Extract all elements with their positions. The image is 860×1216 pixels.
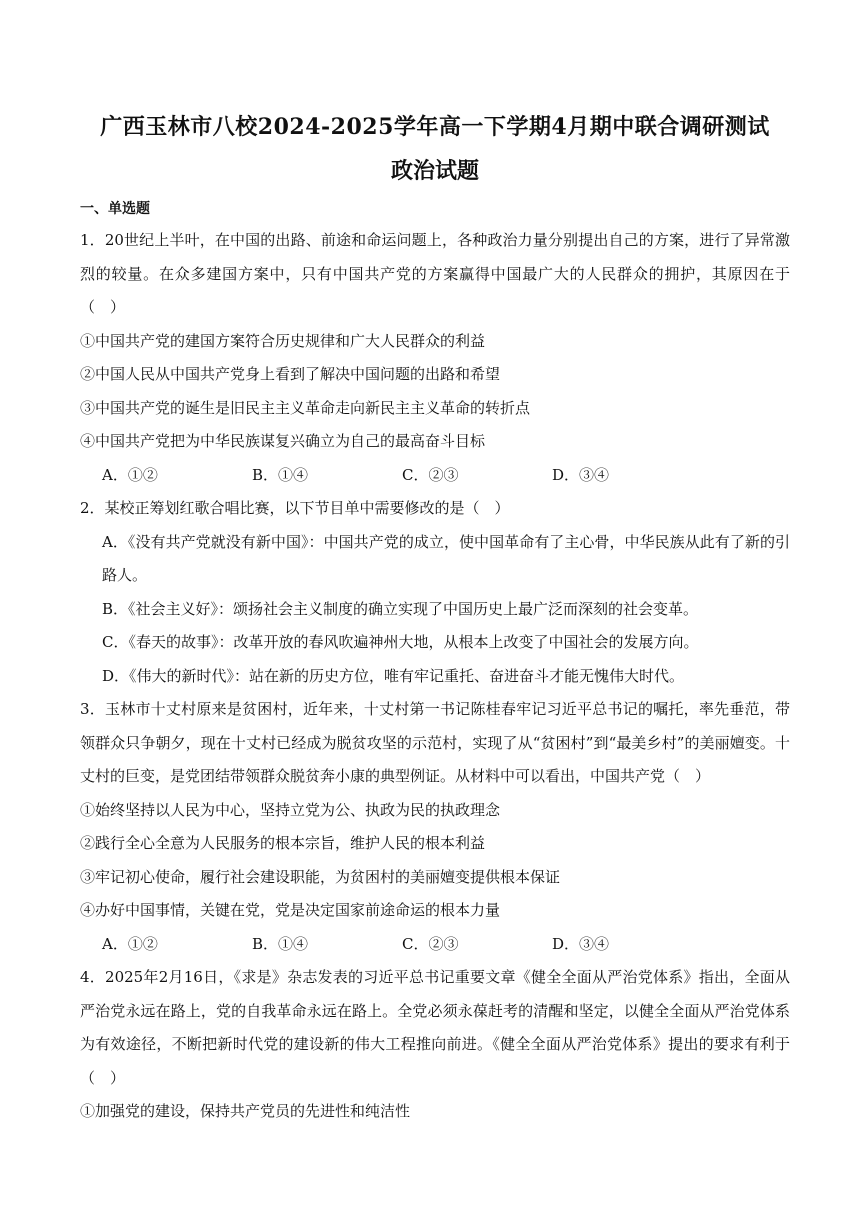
question-stem: 1．20世纪上半叶，在中国的出路、前途和命运问题上，各种政治力量分别提出自己的方案，进行了异常激烈的较量。在众多建国方案中，只有中国共产党的方案赢得中国最广大的人民群众的拥护，其原因在于（ ） bbox=[80, 231, 790, 316]
question-stem: 2．某校正筹划红歌合唱比赛，以下节目单中需要修改的是（ ） bbox=[80, 499, 510, 517]
option-a: A．①② bbox=[102, 934, 158, 953]
option-c: C．②③ bbox=[402, 934, 459, 953]
statement-3: ③牢记初心使命，履行社会建设职能，为贫困村的美丽嬗变提供根本保证 bbox=[80, 867, 561, 886]
option-d: D．③④ bbox=[552, 934, 610, 953]
page-title: 广西玉林市八校2024-2025学年高一下学期4月期中联合调研测试 bbox=[100, 114, 770, 140]
option-a: A．《没有共产党就没有新中国》：中国共产党的成立，使中国革命有了主心骨，中华民族从此有了新的引路人。 bbox=[102, 532, 790, 584]
option-b: B．①④ bbox=[252, 934, 309, 953]
statement-1: ①加强党的建设，保持共产党员的先进性和纯洁性 bbox=[80, 1102, 411, 1120]
question-stem: 3．玉林市十丈村原来是贫困村，近年来，十丈村第一书记陈桂春牢记习近平总书记的嘱托，率先垂范，带领群众只争朝夕，现在十丈村已经成为脱贫攻坚的示范村，实现了从“贫困村”到“最美乡村”的美丽嬗变。十丈村的巨变，是党团结带领群众脱贫奔小康的典型例证。从材料中可以看出，中国共产党（ ） bbox=[80, 700, 790, 785]
question-stem: 4．2025年2月16日，《求是》杂志发表的习近平总书记重要文章《健全全面从严治党体系》指出，全面从严治党永远在路上，党的自我革命永远在路上。全党必须永葆赶考的清醒和坚定，以健全全面从严治党体系为有效途径，不断把新时代党的建设新的伟大工程推向前进。《健全全面从严治党体系》提出的要求有利于（ ） bbox=[80, 968, 790, 1087]
statement-4: ④中国共产党把为中华民族谋复兴确立为自己的最高奋斗目标 bbox=[80, 432, 486, 450]
statement-2: ②中国人民从中国共产党身上看到了解决中国问题的出路和希望 bbox=[80, 365, 501, 383]
section-heading: 一、单选题 bbox=[80, 201, 150, 217]
option-d: D．《伟大的新时代》：站在新的历史方位，唯有牢记重托、奋进奋斗才能无愧伟大时代。 bbox=[102, 666, 685, 685]
option-c: C．②③ bbox=[402, 465, 459, 484]
question-2 bbox=[80, 492, 790, 693]
option-d: D．③④ bbox=[552, 465, 610, 484]
statement-3: ③中国共产党的诞生是旧民主主义革命走向新民主主义革命的转折点 bbox=[80, 398, 531, 417]
page-subtitle: 政治试题 bbox=[390, 158, 479, 184]
question-3 bbox=[80, 693, 790, 961]
option-b: B．《社会主义好》：颂扬社会主义制度的确立实现了中国历史上最广泛而深刻的社会变革。 bbox=[102, 599, 699, 618]
statement-1: ①始终坚持以人民为中心，坚持立党为公、执政为民的执政理念 bbox=[80, 800, 501, 819]
question-4 bbox=[80, 961, 790, 1129]
question-1 bbox=[80, 224, 790, 492]
option-b: B．①④ bbox=[252, 465, 309, 484]
option-a: A．①② bbox=[102, 465, 158, 484]
answer-options bbox=[80, 459, 790, 493]
statement-4: ④办好中国事情，关键在党，党是决定国家前途命运的根本力量 bbox=[80, 901, 501, 919]
option-c: C．《春天的故事》：改革开放的春风吹遍神州大地，从根本上改变了中国社会的发展方向。 bbox=[102, 633, 699, 651]
answer-options bbox=[80, 928, 790, 962]
statement-1: ①中国共产党的建国方案符合历史规律和广大人民群众的利益 bbox=[80, 331, 486, 350]
statement-2: ②践行全心全意为人民服务的根本宗旨，维护人民的根本利益 bbox=[80, 834, 486, 852]
